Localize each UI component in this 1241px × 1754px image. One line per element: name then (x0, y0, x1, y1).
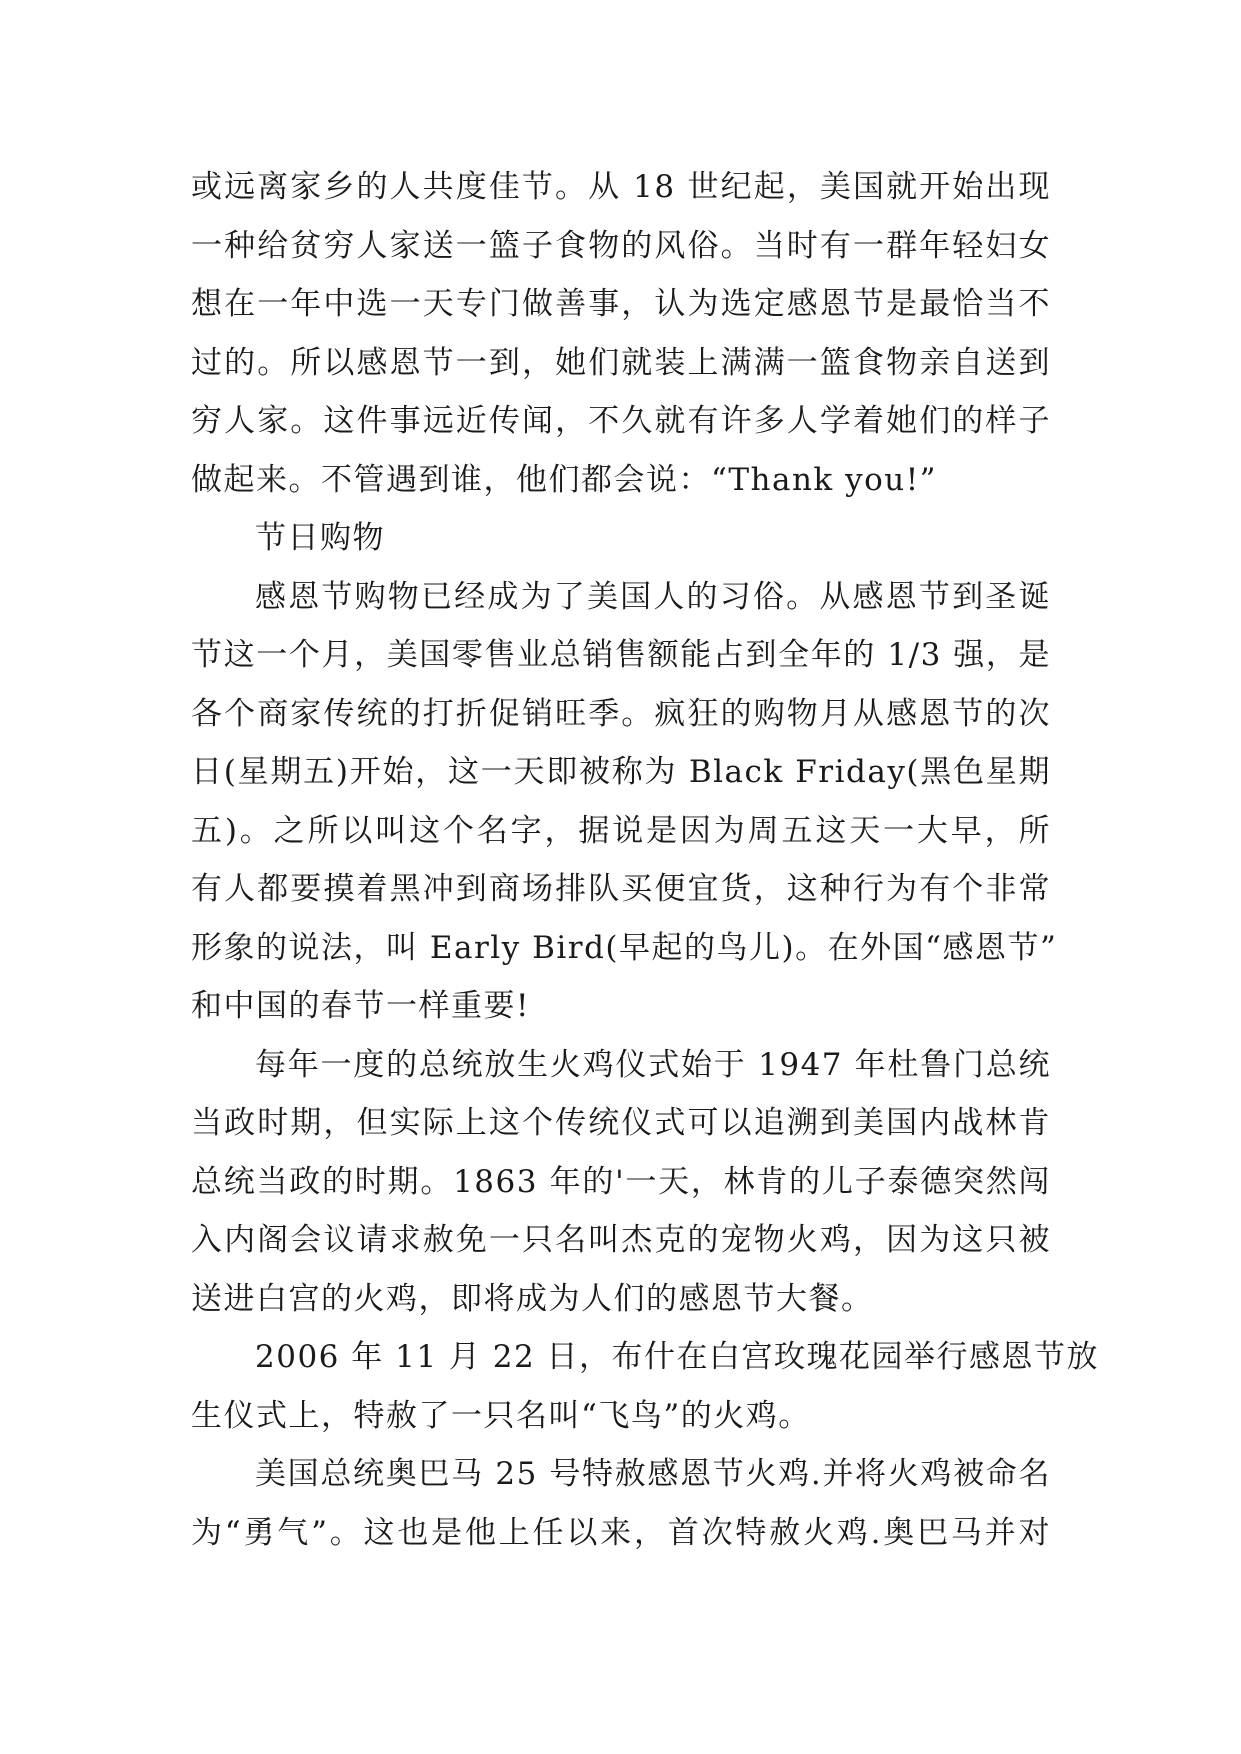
paragraph-first-line: 2006 年 11 月 22 日，布什在白宫玫瑰花园举行感恩节放 (255, 1339, 1100, 1375)
text-line: 穷人家。这件事远近传闻，不久就有许多人学着她们的样子 (191, 403, 1051, 439)
text-line: 形象的说法，叫 Early Bird(早起的鸟儿)。在外国“感恩节” (191, 929, 1058, 966)
paragraph-first-line: 每年一度的总统放生火鸡仪式始于 1947 年杜鲁门总统 (255, 1046, 1051, 1083)
paragraph-first-line: 节日购物 (255, 520, 385, 556)
text-line: 有人都要摸着黑冲到商场排队买便宜货，这种行为有个非常 (191, 871, 1051, 907)
text-line: 五)。之所以叫这个名字，据说是因为周五这天一大早，所 (191, 812, 1051, 849)
text-line: 各个商家传统的打折促销旺季。疯狂的购物月从感恩节的次 (191, 695, 1051, 732)
paragraph-first-line: 感恩节购物已经成为了美国人的习俗。从感恩节到圣诞 (255, 578, 1051, 615)
text-line: 当政时期，但实际上这个传统仪式可以追溯到美国内战林肯 (191, 1105, 1051, 1141)
text-line: 或远离家乡的人共度佳节。从 18 世纪起，美国就开始出现 (191, 169, 1051, 205)
text-line: 日(星期五)开始，这一天即被称为 Black Friday(黑色星期 (191, 754, 1051, 790)
text-line: 过的。所以感恩节一到，她们就装上满满一篮食物亲自送到 (191, 344, 1051, 381)
text-line: 送进白宫的火鸡，即将成为人们的感恩节大餐。 (191, 1280, 874, 1317)
text-line: 生仪式上，特赦了一只名叫“飞鸟”的火鸡。 (191, 1397, 811, 1434)
text-line: 做起来。不管遇到谁，他们都会说：“Thank you!” (191, 461, 938, 498)
text-line: 想在一年中选一天专门做善事，认为选定感恩节是最恰当不 (191, 286, 1051, 322)
text-line: 入内阁会议请求赦免一只名叫杰克的宠物火鸡，因为这只被 (191, 1222, 1051, 1258)
text-line: 总统当政的时期。1863 年的'一天，林肯的儿子泰德突然闯 (191, 1163, 1051, 1200)
paragraph-first-line: 美国总统奥巴马 25 号特赦感恩节火鸡.并将火鸡被命名 (255, 1456, 1051, 1492)
text-line: 为“勇气”。这也是他上任以来，首次特赦火鸡.奥巴马并对 (191, 1514, 1051, 1551)
text-line: 节这一个月，美国零售业总销售额能占到全年的 1/3 强，是 (191, 637, 1051, 673)
text-line: 和中国的春节一样重要! (191, 988, 530, 1024)
text-line: 一种给贫穷人家送一篮子食物的风俗。当时有一群年轻妇女 (191, 227, 1051, 264)
body-text (191, 158, 1100, 1562)
